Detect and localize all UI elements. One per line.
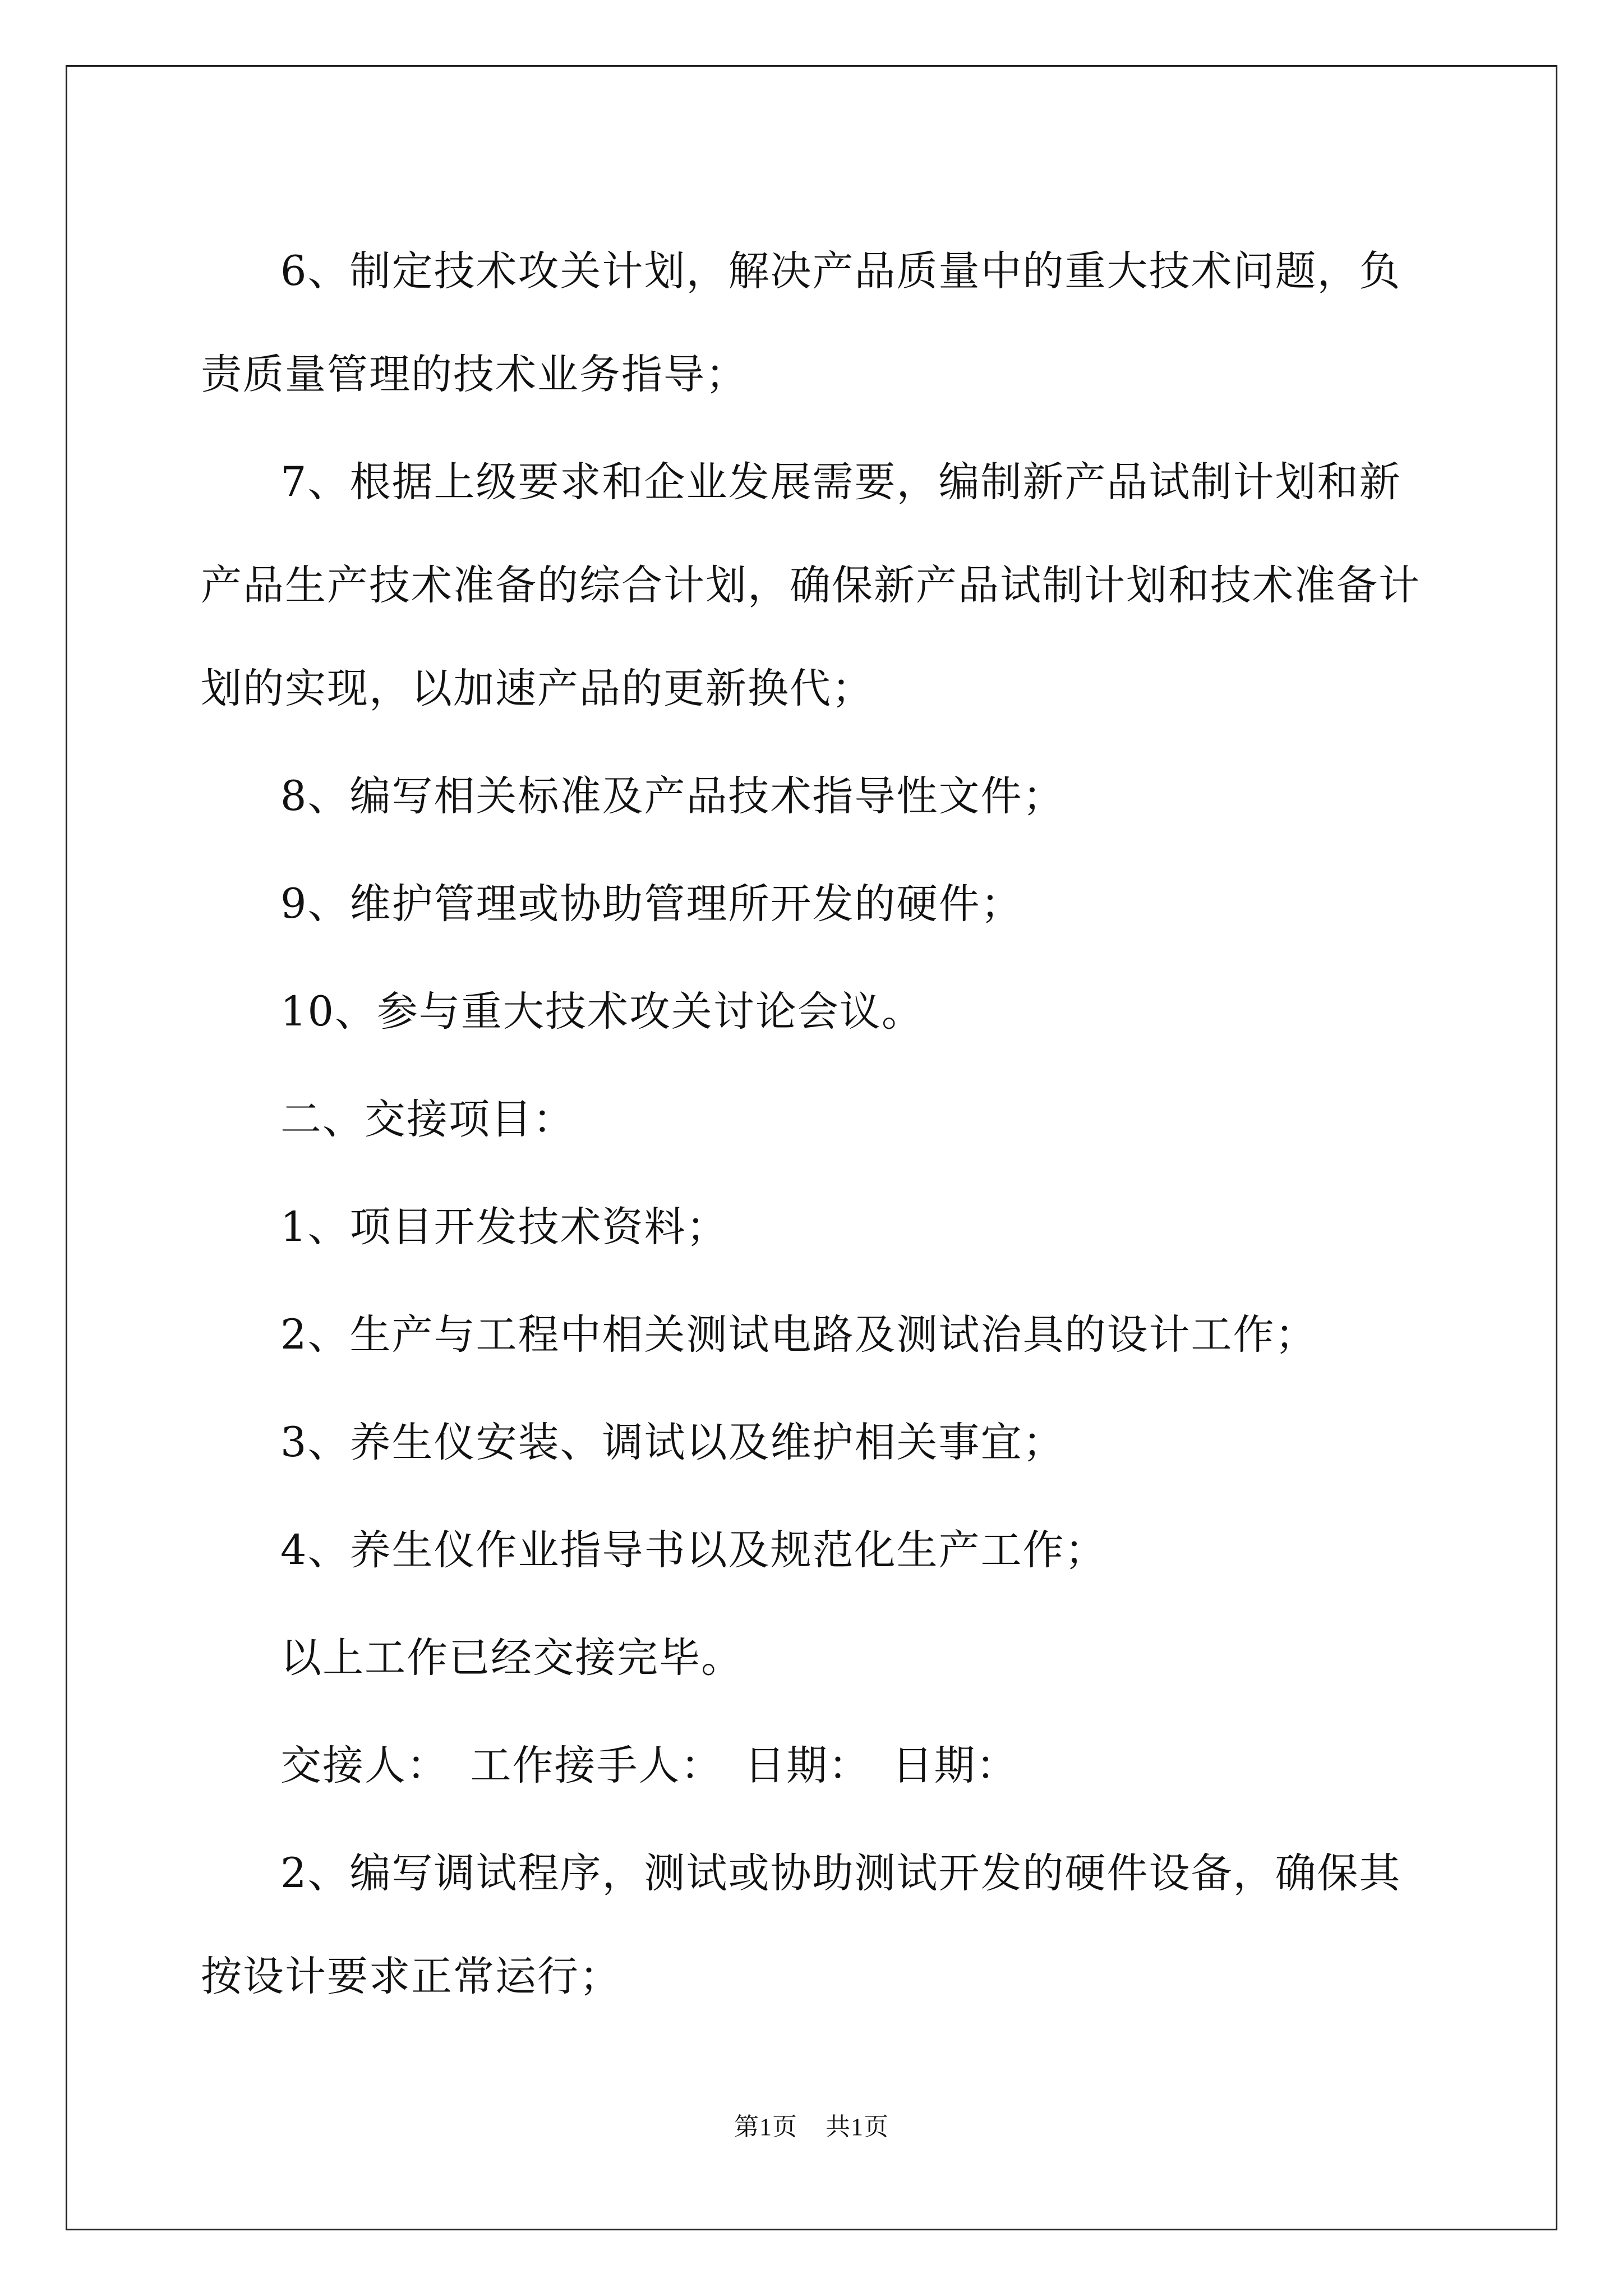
page-number-total: 共1页 <box>826 2113 889 2141</box>
paragraph-item-10: 10、参与重大技术攻关讨论会议。 <box>280 988 924 1036</box>
paragraph-item-6: 6、制定技术攻关计划，解决产品质量中的重大技术问题，负责质量管理的技术业务指导； <box>201 247 1401 398</box>
paragraph-item-8: 8、编写相关标准及产品技术指导性文件； <box>280 772 1065 820</box>
page-number-current: 第1页 <box>734 2113 797 2141</box>
paragraph-item-2-debug: 2、编写调试程序，测试或协助测试开发的硬件设备，确保其按设计要求正常运行； <box>201 1849 1401 2000</box>
handover-item-1: 1、项目开发技术资料； <box>280 1203 728 1251</box>
signature-line: 交接人： 工作接手人： 日期： 日期： <box>280 1742 1018 1789</box>
handover-item-4: 4、养生仪作业指导书以及规范化生产工作； <box>280 1526 1107 1574</box>
paragraph-item-9: 9、维护管理或协助管理所开发的硬件； <box>280 880 1023 928</box>
completion-statement: 以上工作已经交接完毕。 <box>280 1634 743 1682</box>
handover-item-2: 2、生产与工程中相关测试电路及测试治具的设计工作； <box>280 1311 1317 1359</box>
handover-item-3: 3、养生仪安装、调试以及维护相关事宜； <box>280 1419 1065 1466</box>
document-body <box>201 220 1432 2028</box>
page-footer <box>0 2106 1623 2142</box>
paragraph-item-7: 7、根据上级要求和企业发展需要，编制新产品试制计划和新产品生产技术准备的综合计划，确保新产品试制计划和技术准备计划的实现，以加速产品的更新换代； <box>201 458 1421 712</box>
section-heading-handover-items: 二、交接项目： <box>280 1096 575 1143</box>
